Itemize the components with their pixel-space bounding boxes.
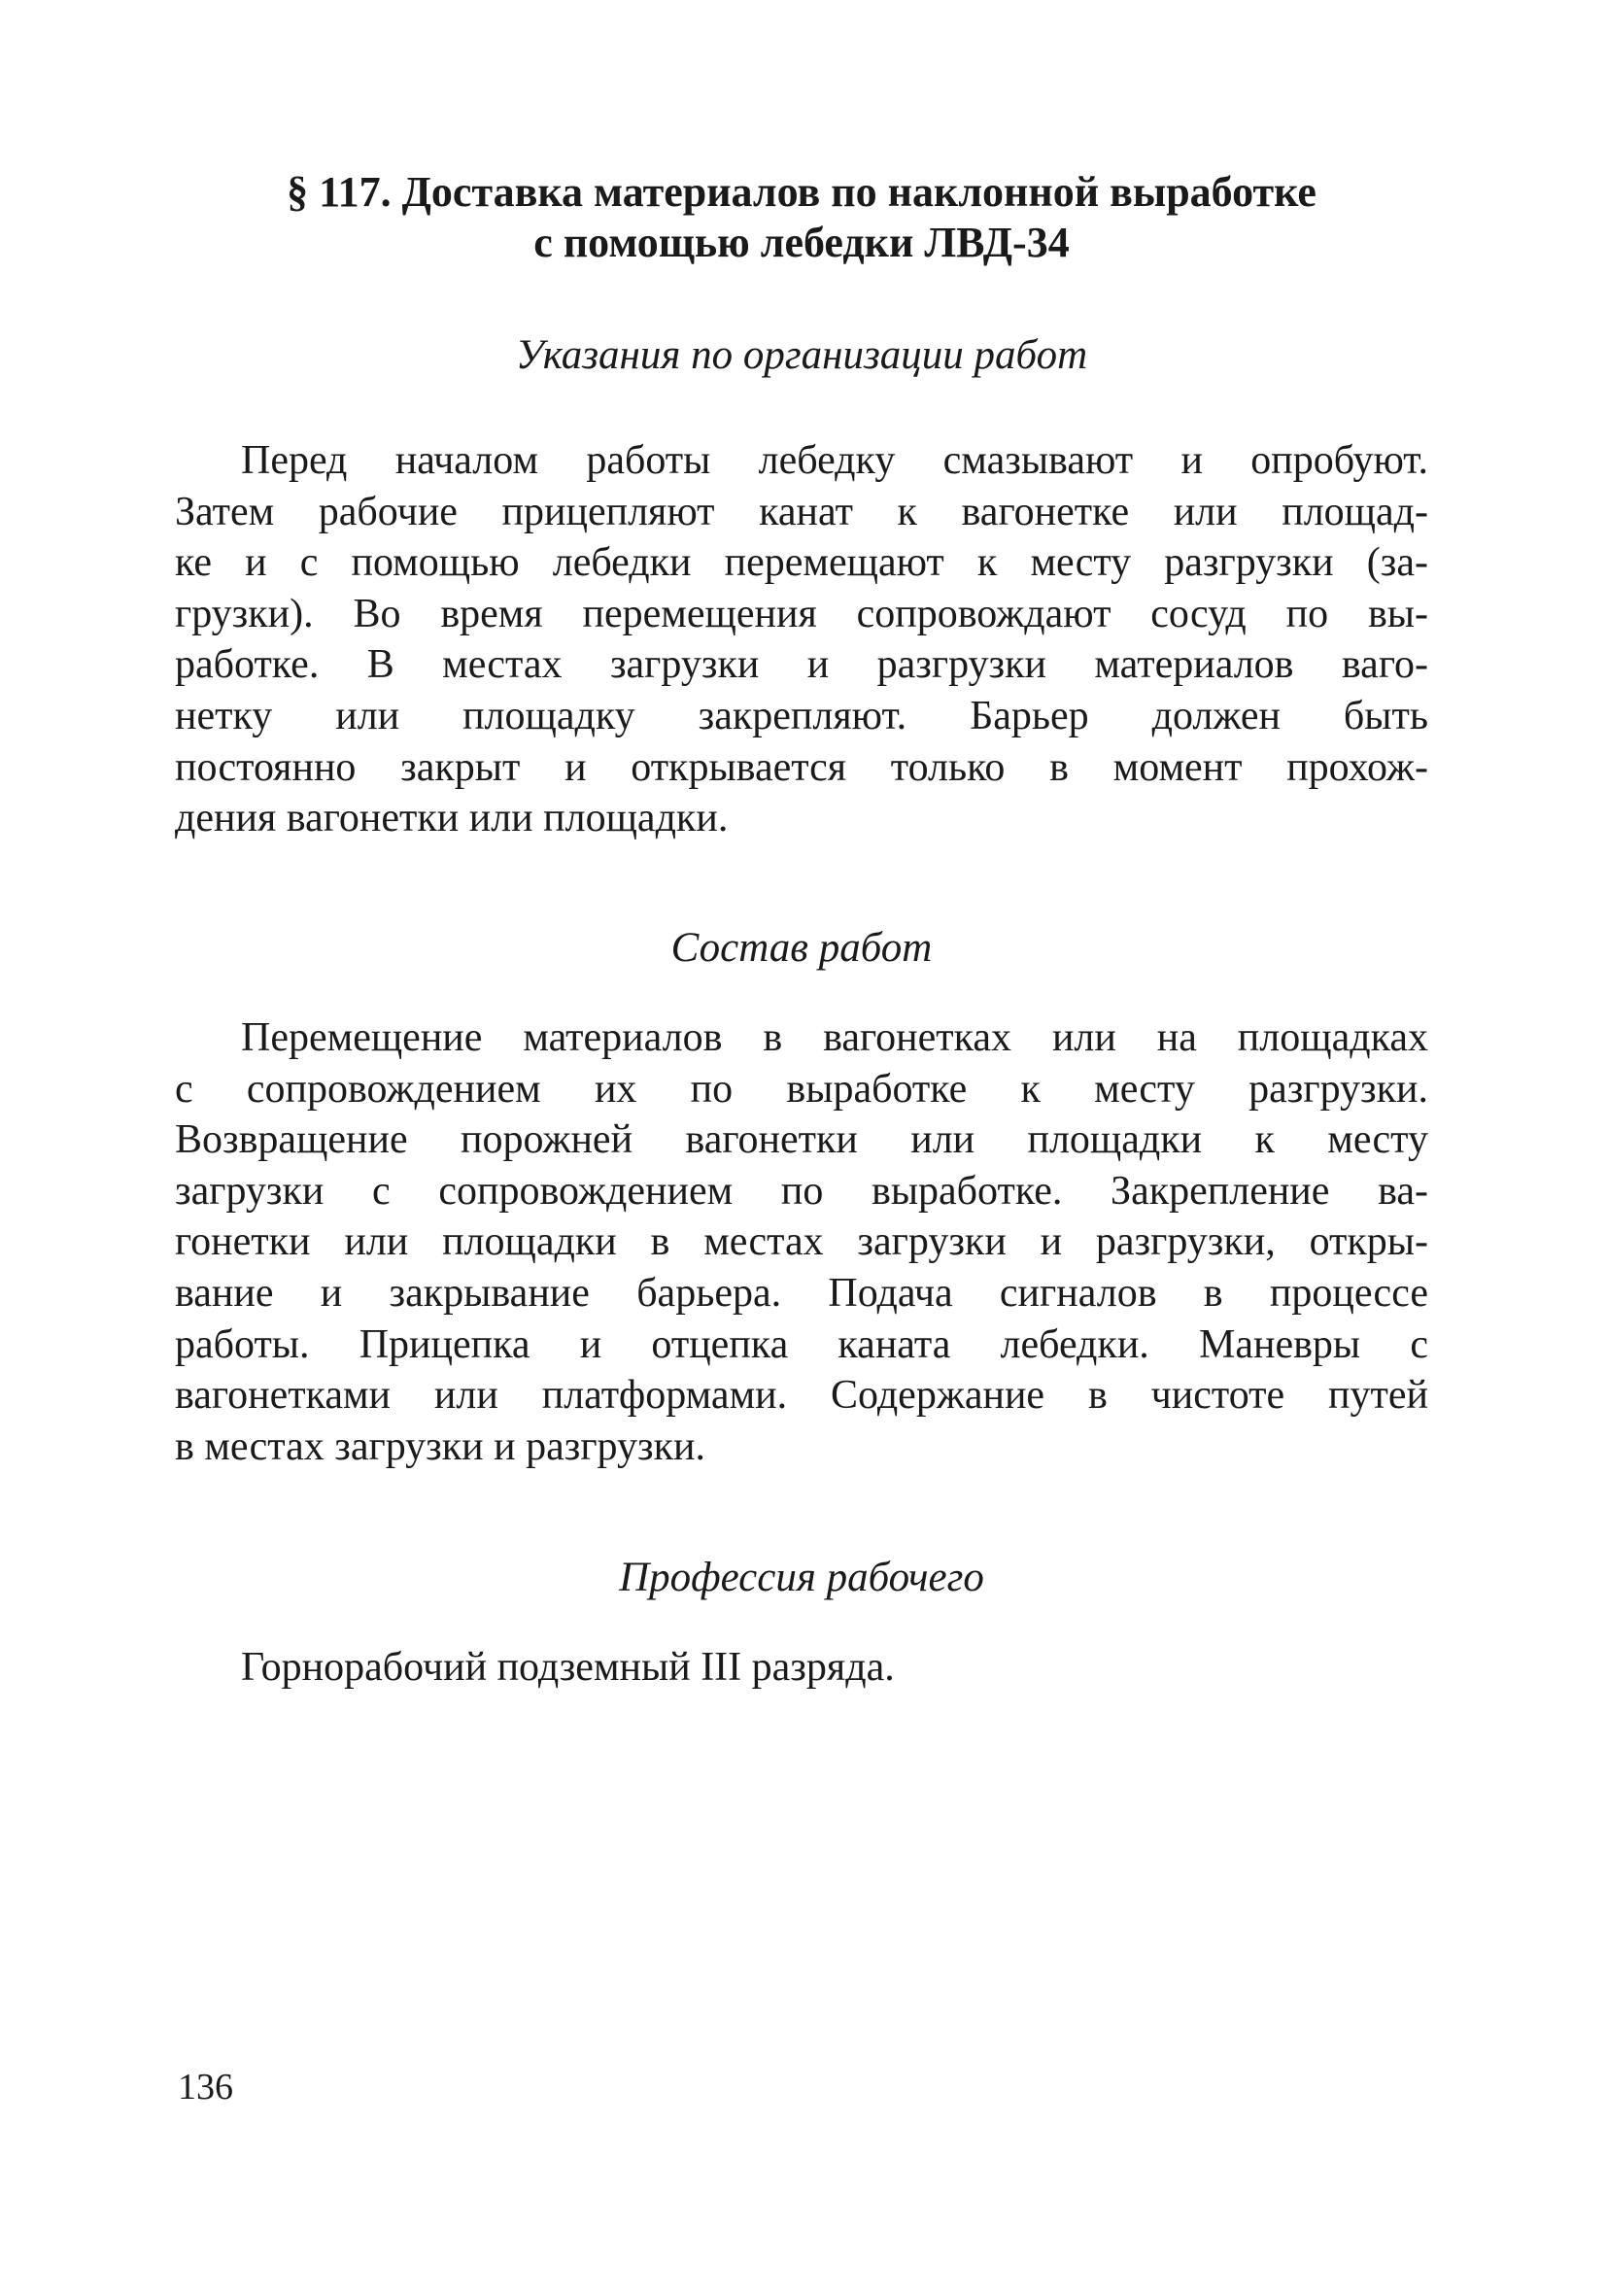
section-title [175,167,1428,268]
paragraph-line: нетку или площадку закрепляют. Барьер должен быть [175,693,1428,738]
paragraph-line: Перемещение материалов в вагонетках или на площадках [241,1015,1428,1060]
paragraph-line: работы. Прицепка и отцепка каната лебедки. Маневры с [175,1321,1428,1367]
paragraph-line: Горнорабочий подземный III разряда. [241,1645,895,1690]
composition-paragraph [175,1012,1428,1472]
paragraph-line: работке. В местах загрузки и разгрузки материалов ваго- [175,642,1428,688]
paragraph-line: вание и закрывание барьера. Подача сигналов в процессе [175,1270,1428,1316]
organization-paragraph [175,435,1428,844]
profession-paragraph [175,1642,1428,1694]
paragraph-line: Затем рабочие прицепляют канат к вагонетке или площад- [175,489,1428,534]
paragraph-line: вагонетками или платформами. Содержание в чистоте путей [175,1373,1428,1419]
paragraph-line: Возвращение порожней вагонетки или площадки к месту [175,1117,1428,1163]
organization-heading: Указания по организации работ [515,332,1088,378]
section-title-line-2: с помощью лебедки ЛВД-34 [533,219,1070,266]
paragraph-line: грузки). Во время перемещения сопровождают сосуд по вы- [175,591,1428,636]
page-number: 136 [178,2067,233,2108]
paragraph-line: загрузки с сопровождением по выработке. Закрепление ва- [175,1168,1428,1214]
paragraph-line: дения вагонетки или площадки. [175,796,729,841]
paragraph-line: Перед началом работы лебедку смазывают и опробуют. [241,438,1428,483]
paragraph-line: гонетки или площадки в местах загрузки и разгрузки, откры- [175,1219,1428,1265]
profession-heading: Профессия рабочего [619,1555,984,1600]
section-title-line-1: § 117. Доставка материалов по наклонной выработке [287,168,1316,216]
paragraph-line: в местах загрузки и разгрузки. [175,1423,705,1469]
composition-heading: Состав работ [670,925,933,971]
paragraph-line: постоянно закрыт и открывается только в момент прохож- [175,744,1428,790]
paragraph-line: с сопровождением их по выработке к месту разгрузки. [175,1066,1428,1112]
paragraph-line: ке и с помощью лебедки перемещают к месту разгрузки (за- [175,540,1428,586]
